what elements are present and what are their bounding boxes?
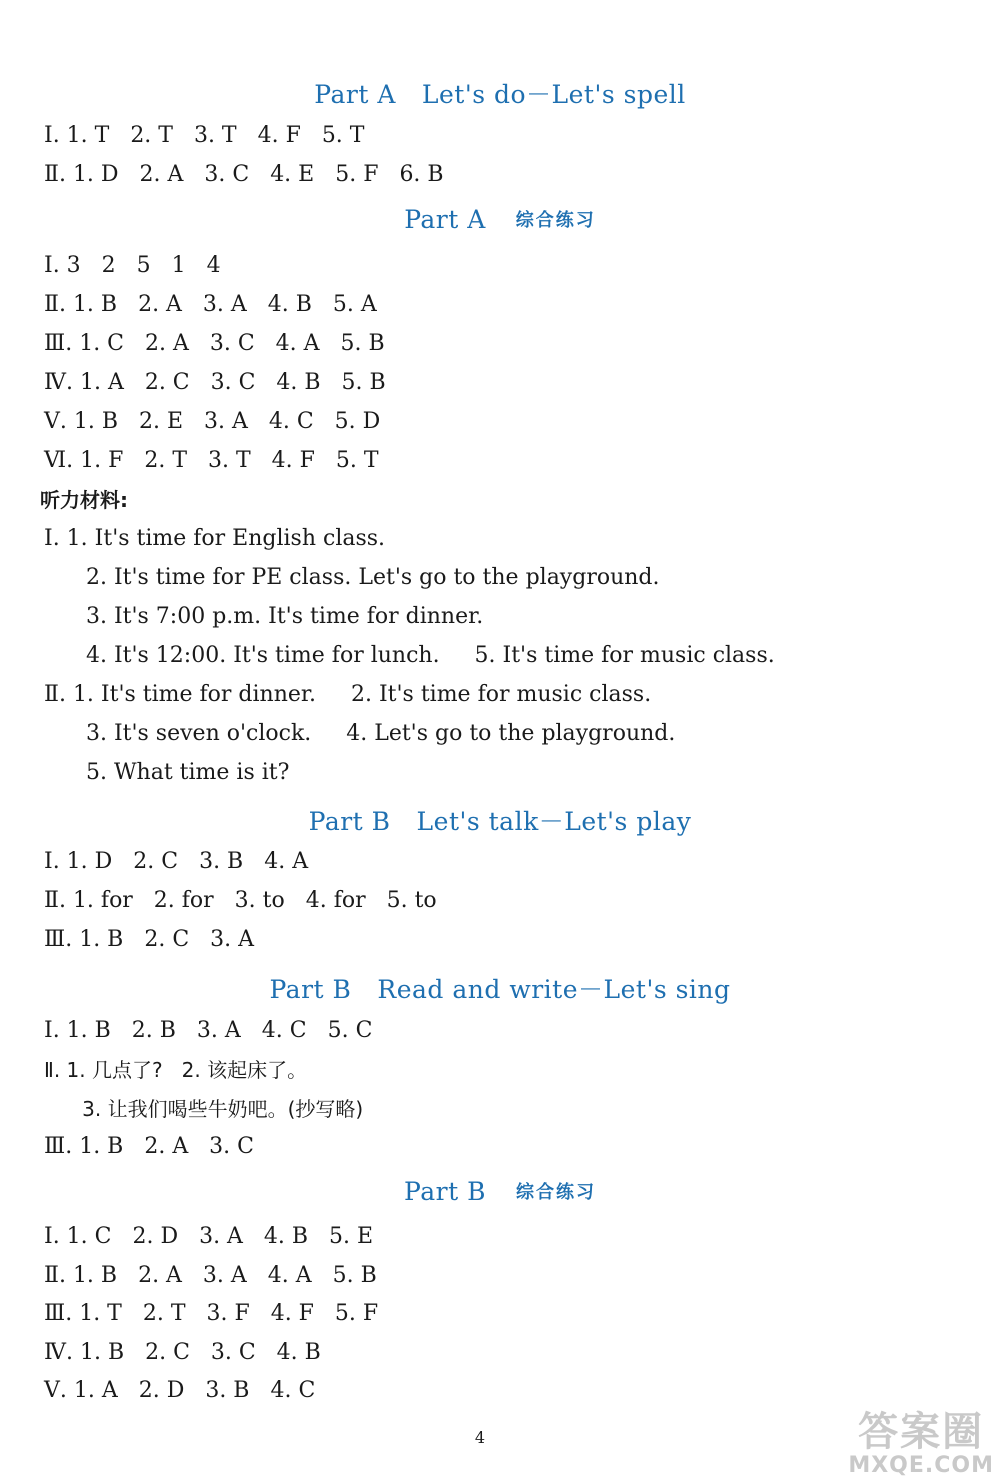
listening-line: Ⅱ. 1. It's time for dinner. 2. It's time for music class. bbox=[44, 682, 652, 707]
watermark-bottom-text: MXQE.COM bbox=[848, 1453, 994, 1478]
listening-material-label: 听力材料: bbox=[40, 488, 128, 512]
answer-line: Ⅴ. 1. A 2. D 3. B 4. C bbox=[44, 1378, 316, 1403]
section-subtitle: Read and write－Let's sing bbox=[377, 975, 731, 1004]
answer-line: Ⅳ. 1. B 2. C 3. C 4. B bbox=[44, 1340, 321, 1365]
section-title: Part B bbox=[404, 1177, 486, 1206]
section-subtitle: 综合练习 bbox=[515, 210, 596, 231]
listening-line: 4. It's 12:00. It's time for lunch. 5. It's time for music class. bbox=[44, 643, 775, 668]
section-title: Part B bbox=[269, 975, 352, 1004]
section-heading-part-a-lets-do bbox=[0, 75, 1000, 111]
section-subtitle: Let's talk－Let's play bbox=[416, 807, 692, 836]
answer-line: Ⅰ. 1. B 2. B 3. A 4. C 5. C bbox=[44, 1018, 373, 1043]
section-title: Part A bbox=[404, 205, 486, 234]
site-watermark bbox=[848, 1410, 994, 1478]
listening-line: 3. It's seven o'clock. 4. Let's go to the playground. bbox=[44, 721, 676, 746]
answer-line: Ⅲ. 1. C 2. A 3. C 4. A 5. B bbox=[44, 331, 385, 356]
section-heading-part-b-practice bbox=[0, 1177, 1000, 1206]
answer-line: 3. 让我们喝些牛奶吧。(抄写略) bbox=[44, 1097, 364, 1121]
answer-line: Ⅵ. 1. F 2. T 3. T 4. F 5. T bbox=[44, 448, 379, 473]
section-subtitle: Let's do－Let's spell bbox=[421, 80, 686, 109]
section-heading-part-b-lets-talk bbox=[0, 802, 1000, 838]
section-heading-part-b-read-and-write bbox=[0, 970, 1000, 1006]
watermark-top-text: 答案圈 bbox=[858, 1409, 985, 1455]
answer-line: Ⅱ. 1. 几点了? 2. 该起床了。 bbox=[44, 1058, 308, 1082]
listening-line: 5. What time is it? bbox=[44, 760, 290, 785]
answer-line: Ⅲ. 1. T 2. T 3. F 4. F 5. F bbox=[44, 1301, 379, 1326]
listening-line: Ⅰ. 1. It's time for English class. bbox=[44, 526, 386, 551]
section-heading-part-a-practice bbox=[0, 205, 1000, 234]
section-title: Part A bbox=[314, 80, 396, 109]
answer-line: Ⅰ. 1. T 2. T 3. T 4. F 5. T bbox=[44, 123, 365, 148]
answer-line: Ⅱ. 1. for 2. for 3. to 4. for 5. to bbox=[44, 888, 437, 913]
answer-line: Ⅲ. 1. B 2. C 3. A bbox=[44, 927, 254, 952]
answer-line: Ⅰ. 1. C 2. D 3. A 4. B 5. E bbox=[44, 1224, 374, 1249]
answer-line: Ⅱ. 1. D 2. A 3. C 4. E 5. F 6. B bbox=[44, 162, 444, 187]
listening-line: 2. It's time for PE class. Let's go to the playground. bbox=[44, 565, 660, 590]
section-title: Part B bbox=[308, 807, 391, 836]
answer-line: Ⅰ. 1. D 2. C 3. B 4. A bbox=[44, 849, 309, 874]
section-subtitle: 综合练习 bbox=[515, 1182, 596, 1203]
page-number: 4 bbox=[474, 1428, 486, 1447]
answer-line: Ⅳ. 1. A 2. C 3. C 4. B 5. B bbox=[44, 370, 386, 395]
answer-line: Ⅴ. 1. B 2. E 3. A 4. C 5. D bbox=[44, 409, 381, 434]
answer-line: Ⅲ. 1. B 2. A 3. C bbox=[44, 1134, 254, 1159]
answer-line: Ⅱ. 1. B 2. A 3. A 4. A 5. B bbox=[44, 1263, 377, 1288]
answer-line: Ⅰ. 3 2 5 1 4 bbox=[44, 253, 221, 278]
listening-line: 3. It's 7:00 p.m. It's time for dinner. bbox=[44, 604, 484, 629]
answer-line: Ⅱ. 1. B 2. A 3. A 4. B 5. A bbox=[44, 292, 377, 317]
